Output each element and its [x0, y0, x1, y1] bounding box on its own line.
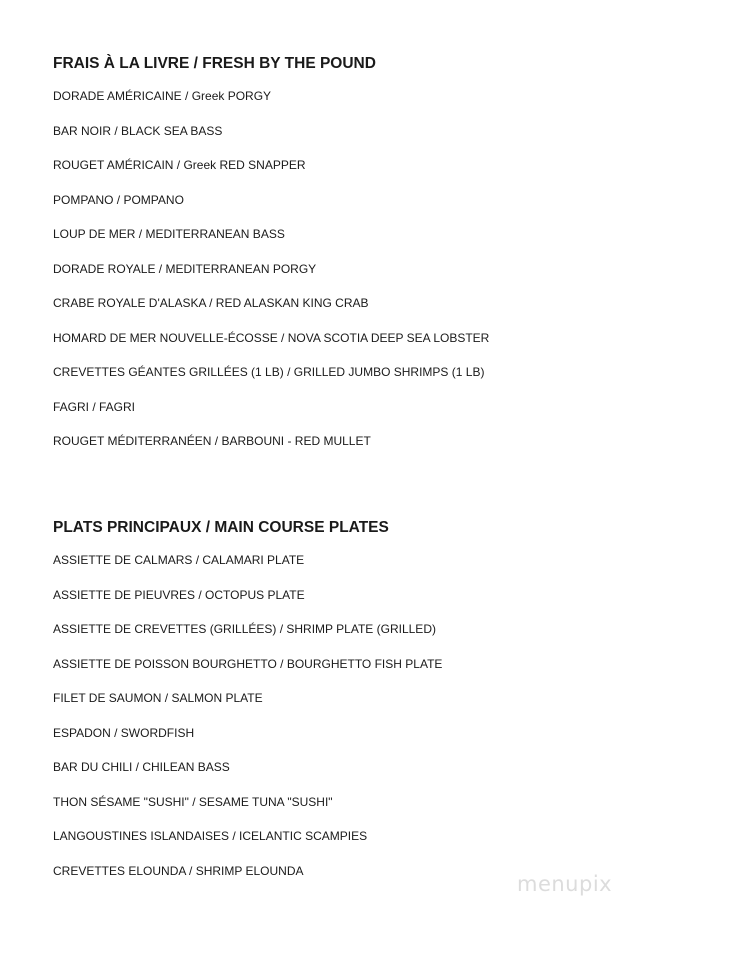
- section-heading: PLATS PRINCIPAUX / MAIN COURSE PLATES: [53, 519, 389, 536]
- menu-item: FILET DE SAUMON / SALMON PLATE: [53, 691, 263, 705]
- menu-item: LOUP DE MER / MEDITERRANEAN BASS: [53, 227, 285, 241]
- menupix-watermark: menupix: [517, 872, 613, 896]
- menu-item: DORADE ROYALE / MEDITERRANEAN PORGY: [53, 261, 317, 276]
- section-heading: FRAIS À LA LIVRE / FRESH BY THE POUND: [53, 55, 376, 72]
- fresh-by-the-pound-section: [53, 54, 693, 468]
- menu-item: HOMARD DE MER NOUVELLE-ÉCOSSE / NOVA SCOTIA DEEP SEA LOBSTER: [53, 330, 490, 345]
- menu-item: ROUGET MÉDITERRANÉEN / BARBOUNI - RED MULLET: [53, 434, 371, 448]
- menu-item: ASSIETTE DE POISSON BOURGHETTO / BOURGHETTO FISH PLATE: [53, 656, 443, 671]
- menu-item: ROUGET AMÉRICAIN / Greek RED SNAPPER: [53, 158, 306, 172]
- menu-item: THON SÉSAME "SUSHI" / SESAME TUNA "SUSHI": [53, 794, 333, 809]
- menu-item: ASSIETTE DE PIEUVRES / OCTOPUS PLATE: [53, 587, 305, 602]
- menu-item: CRABE ROYALE D'ALASKA / RED ALASKAN KING CRAB: [53, 296, 369, 310]
- menu-item: LANGOUSTINES ISLANDAISES / ICELANTIC SCAMPIES: [53, 829, 368, 843]
- main-course-plates-section: [53, 518, 693, 897]
- menu-item: ESPADON / SWORDFISH: [53, 725, 195, 740]
- menu-item: BAR DU CHILI / CHILEAN BASS: [53, 760, 230, 774]
- menu-item: ASSIETTE DE CREVETTES (GRILLÉES) / SHRIMP PLATE (GRILLED): [53, 622, 436, 636]
- menu-item: DORADE AMÉRICAINE / Greek PORGY: [53, 89, 272, 103]
- menu-item: CREVETTES GÉANTES GRILLÉES (1 LB) / GRILLED JUMBO SHRIMPS (1 LB): [53, 365, 485, 379]
- menu-item: BAR NOIR / BLACK SEA BASS: [53, 123, 223, 138]
- menu-item: FAGRI / FAGRI: [53, 399, 136, 414]
- menu-item-list: [53, 88, 693, 449]
- menu-item: CREVETTES ELOUNDA / SHRIMP ELOUNDA: [53, 863, 304, 878]
- menu-item-list: [53, 552, 693, 879]
- menu-item: ASSIETTE DE CALMARS / CALAMARI PLATE: [53, 553, 305, 567]
- menu-item: POMPANO / POMPANO: [53, 192, 184, 207]
